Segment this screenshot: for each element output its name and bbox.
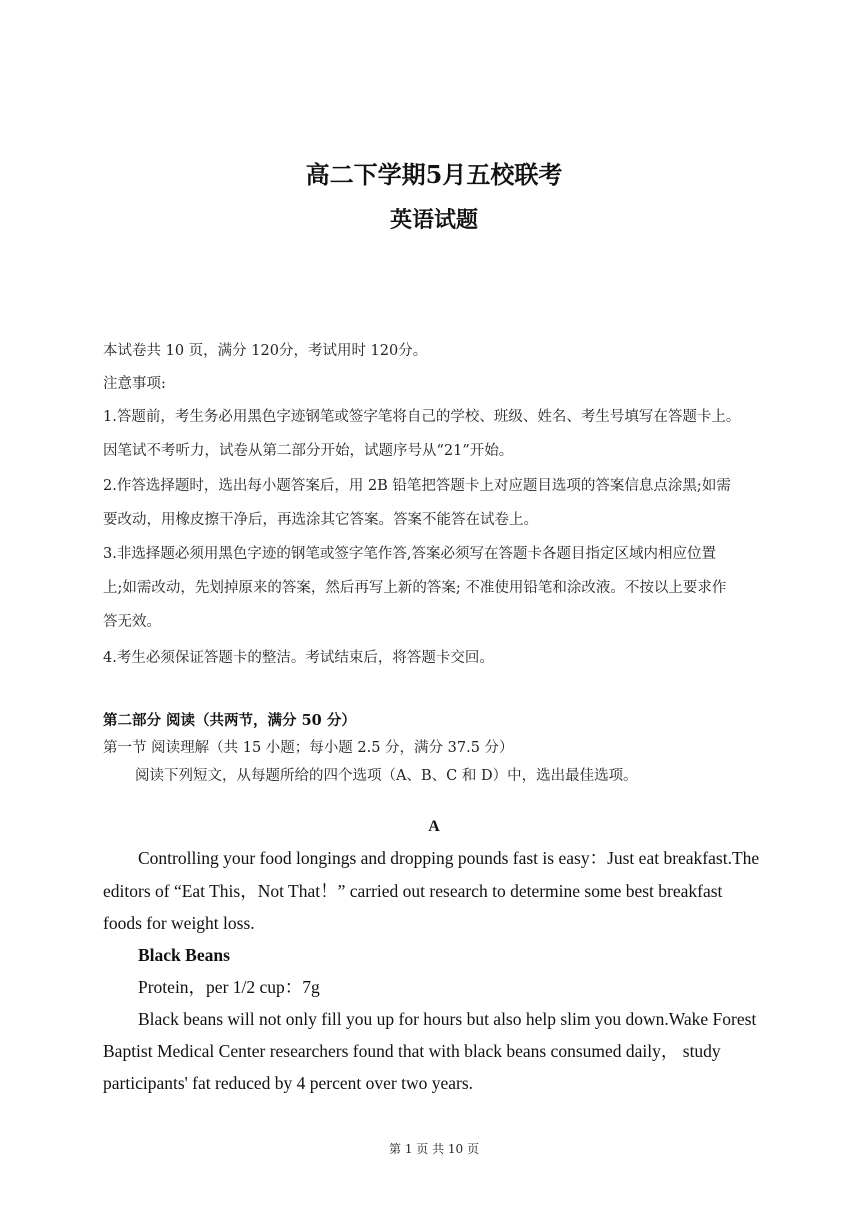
exam-subtitle: 英语试题	[389, 207, 478, 233]
notice-line-1: 1.答题前，考生务必用黑色字迹钢笔或签字笔将自己的学校、班级、姓名、考生号填写在答题卡上。	[103, 409, 741, 425]
page-footer: 第 1 页 共 10 页	[389, 1142, 479, 1156]
passage-line-3: foods for weight loss.	[103, 913, 255, 933]
exam-title: 高二下学期5月五校联考	[305, 160, 563, 189]
notice-line-7: 答无效。	[103, 614, 161, 630]
body-line-2: Baptist Medical Center researchers found that with black beans consumed daily， study	[103, 1041, 721, 1061]
passage-line-1: Controlling your food longings and dropping pounds fast is easy：Just eat breakfast.The	[138, 848, 760, 868]
item-title: Black Beans	[138, 945, 230, 965]
subsection-title: 第一节 阅读理解（共 15 小题；每小题 2.5 分，满分 37.5 分）	[103, 740, 514, 756]
notice-line-5: 3.非选择题必须用黑色字迹的钢笔或签字笔作答,答案必须写在答题卡各题目指定区域内相应位置	[103, 546, 716, 562]
reading-instruction: 阅读下列短文，从每题所给的四个选项（A、B、C 和 D）中，选出最佳选项。	[135, 768, 638, 784]
part-title: 第二部分 阅读（共两节，满分 50 分）	[103, 712, 356, 729]
body-line-3: participants' fat reduced by 4 percent over two years.	[103, 1073, 474, 1093]
body-line-1: Black beans will not only fill you up for hours but also help slim you down.Wake Forest	[138, 1009, 757, 1029]
notice-line-6: 上;如需改动，先划掉原来的答案，然后再写上新的答案; 不准使用铅笔和涂改液。不按以上要求作	[103, 580, 727, 596]
protein-info: Protein，per 1/2 cup：7g	[138, 977, 320, 997]
exam-summary: 本试卷共 10 页，满分 120分，考试用时 120分。	[103, 343, 428, 359]
notice-heading: 注意事项:	[103, 376, 166, 392]
notice-line-8: 4.考生必须保证答题卡的整洁。考试结束后，将答题卡交回。	[103, 650, 494, 666]
passage-line-2: editors of “Eat This，Not That！” carried out research to determine some best breakfast	[103, 881, 723, 901]
passage-label: A	[428, 818, 440, 835]
notice-line-4: 要改动，用橡皮擦干净后，再选涂其它答案。答案不能答在试卷上。	[103, 512, 538, 528]
notice-line-3: 2.作答选择题时，选出每小题答案后，用 2B 铅笔把答题卡上对应题目选项的答案信息点涂黑;如需	[103, 478, 731, 494]
notice-line-2: 因笔试不考听力，试卷从第二部分开始，试题序号从“21”开始。	[103, 443, 514, 459]
